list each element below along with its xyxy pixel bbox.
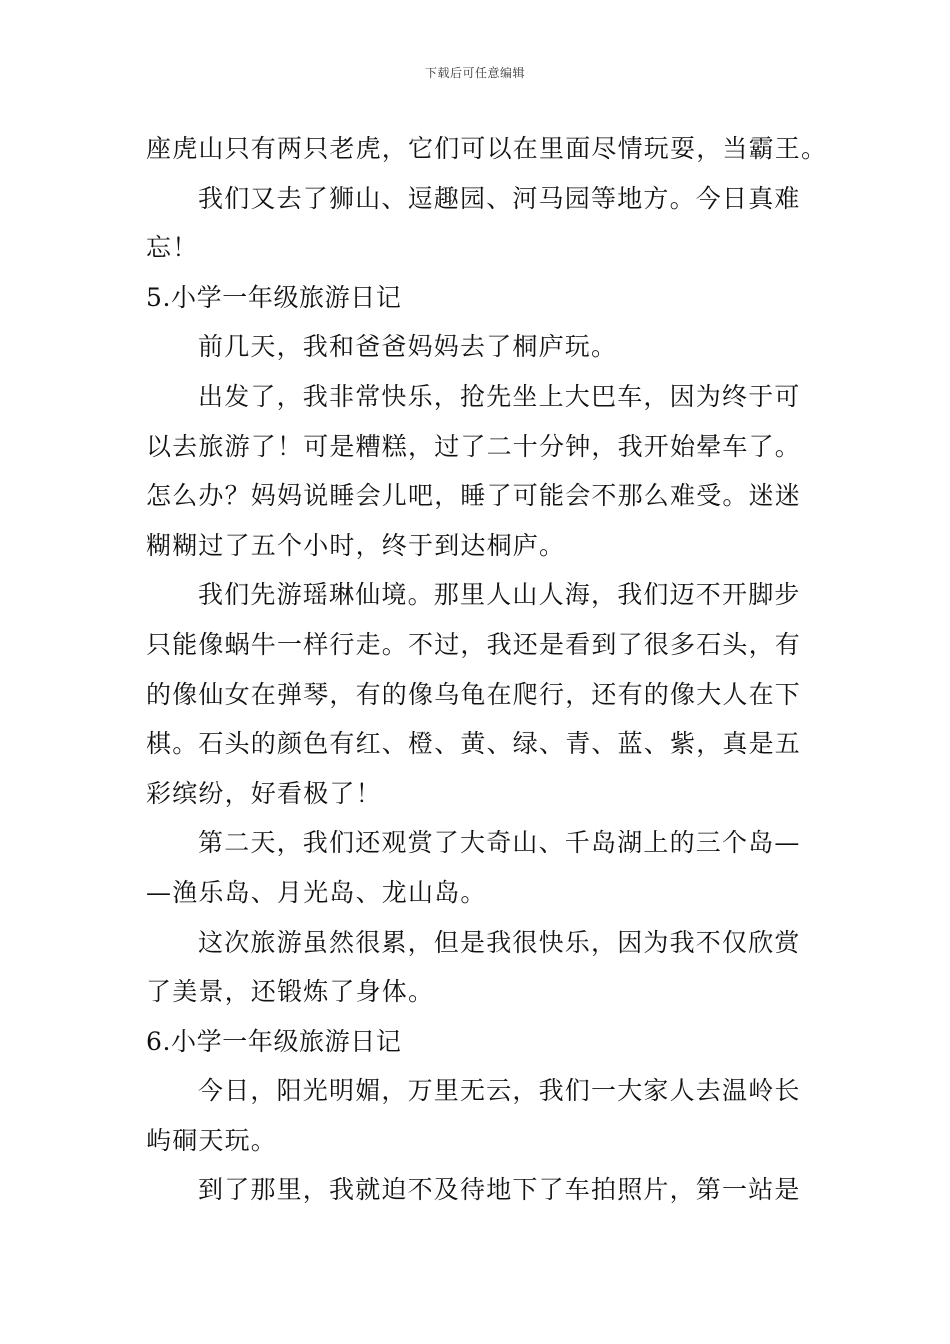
text-line: 前几天，我和爸爸妈妈去了桐庐玩。 xyxy=(198,332,618,362)
text-line: 彩缤纷，好看极了！ xyxy=(146,778,382,808)
text-line: 我们又去了狮山、逗趣园、河马园等地方。今日真难 xyxy=(198,183,801,213)
text-line: 了美景，还锻炼了身体。 xyxy=(146,977,435,1007)
document-body xyxy=(146,124,828,1215)
text-line: 以去旅游了！可是糟糕，过了二十分钟，我开始晕车了。 xyxy=(146,431,802,461)
text-line: 的像仙女在弹琴，有的像乌龟在爬行，还有的像大人在下 xyxy=(146,679,802,709)
section-heading: 5.小学一年级旅游日记 xyxy=(146,282,402,312)
text-line: 今日，阳光明媚，万里无云，我们一大家人去温岭长 xyxy=(198,1076,801,1106)
text-line: 只能像蜗牛一样行走。不过，我还是看到了很多石头，有 xyxy=(146,629,802,659)
text-line: 座虎山只有两只老虎，它们可以在里面尽情玩耍，当霸王。 xyxy=(146,134,828,163)
text-line: 出发了，我非常快乐，抢先坐上大巴车，因为终于可 xyxy=(198,381,801,411)
text-line: 我们先游瑶琳仙境。那里人山人海，我们迈不开脚步 xyxy=(198,580,801,610)
text-line: 屿硐天玩。 xyxy=(146,1125,278,1155)
text-line: 糊糊过了五个小时，终于到达桐庐。 xyxy=(146,530,566,560)
section-heading: 6.小学一年级旅游日记 xyxy=(146,1026,402,1056)
text-line: —渔乐岛、月光岛、龙山岛。 xyxy=(146,877,487,907)
text-line: 忘！ xyxy=(146,233,199,263)
page-header: 下载后可任意编辑 xyxy=(424,66,525,80)
text-line: 到了那里，我就迫不及待地下了车拍照片，第一站是 xyxy=(198,1175,801,1205)
text-line: 棋。石头的颜色有红、橙、黄、绿、青、蓝、紫，真是五 xyxy=(146,729,802,759)
text-line: 第二天，我们还观赏了大奇山、千岛湖上的三个岛— xyxy=(198,828,801,858)
text-line: 怎么办？妈妈说睡会儿吧，睡了可能会不那么难受。迷迷 xyxy=(146,481,802,511)
text-line: 这次旅游虽然很累，但是我很快乐，因为我不仅欣赏 xyxy=(198,927,801,957)
